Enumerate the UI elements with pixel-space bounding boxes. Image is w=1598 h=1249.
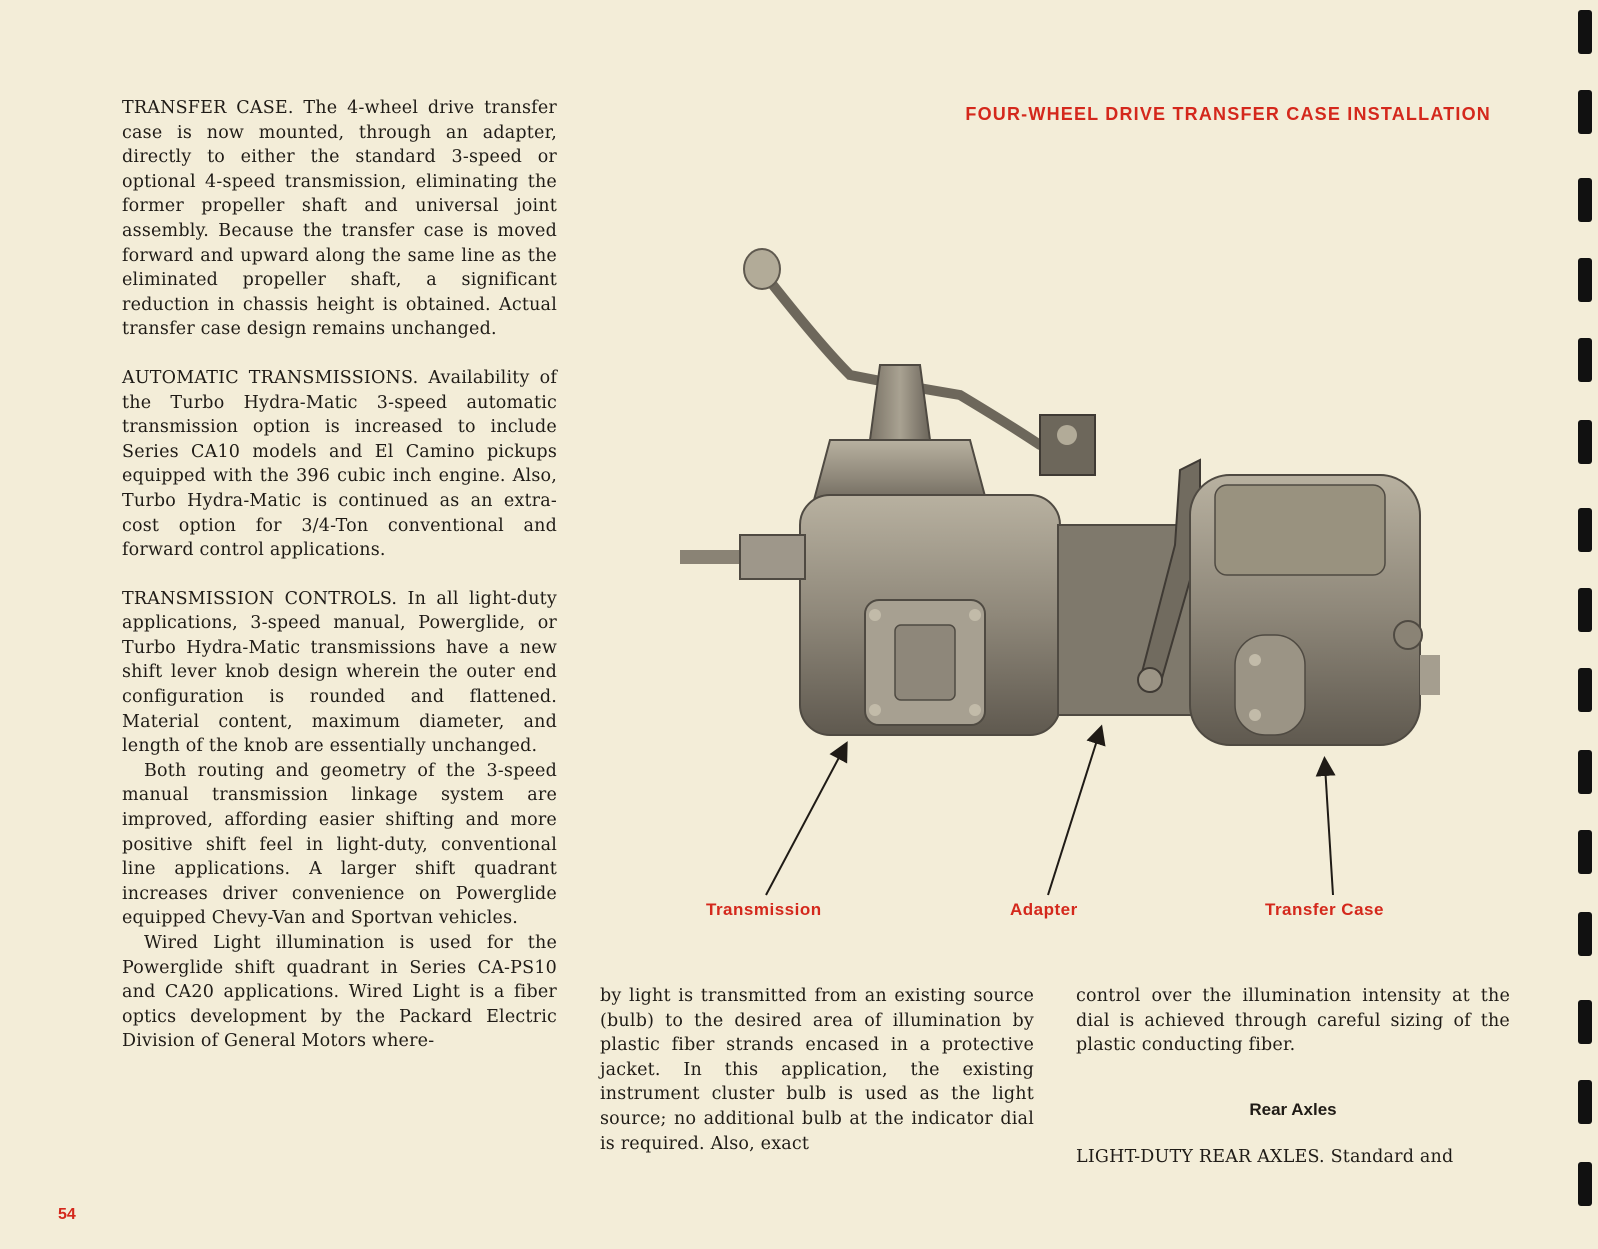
middle-text-column xyxy=(600,984,1034,1156)
paragraph-automatic-transmissions: AUTOMATIC TRANSMISSIONS. Availability of the Turbo Hydra-Matic 3-speed automatic transmission option is increased to include Series CA10 models and El Camino pickups equipped with the 396 cubic inch engine. Also, Turbo Hydra-Matic is continued as an extra-cost option for 3/4-Ton conventional and forward control applications. xyxy=(122,367,557,561)
paragraph-transmission-controls: TRANSMISSION CONTROLS. In all light-duty applications, 3-speed manual, Powerglide, or Turbo Hydra-Matic transmissions have a new shift lever knob design wherein the outer end configuration is rounded and flattened. Material content, maximum diameter, and length of the knob are essentially unchanged. xyxy=(122,588,557,757)
paragraph-linkage: Both routing and geometry of the 3-speed manual transmission linkage system are improved, affording easier shifting and more positive shift feel in light-duty, conventional line applications. A larger shift quadrant increases driver convenience on Powerglide equipped Chevy-Van and Sportvan vehicles. xyxy=(122,760,557,929)
paragraph-illumination-control: control over the illumination intensity at the dial is achieved through careful sizing of the plastic conducting fiber. xyxy=(1076,986,1510,1056)
label-transfer-case: Transfer Case xyxy=(1265,900,1384,919)
paragraph-rear-axles xyxy=(1076,1145,1510,1170)
paragraph-wired-light-continued: by light is transmitted from an existing source (bulb) to the desired area of illumination by plastic fiber strands encased in a protective jacket. In this application, the existing instrument cluster bulb is used as the light source; no additional bulb at the indicator dial is required. Also, exact xyxy=(600,986,1034,1154)
subheading-rear-axles: Rear Axles xyxy=(1249,1100,1337,1119)
paragraph-wired-light: Wired Light illumination is used for the Powerglide shift quadrant in Series CA-PS10 and CA20 applications. Wired Light is a fiber optics development by the Packard Electric Division of General Motors where- xyxy=(122,933,557,1052)
label-transmission: Transmission xyxy=(706,900,822,919)
paragraph-light-duty-rear-axles: LIGHT-DUTY REAR AXLES. Standard and xyxy=(1076,1147,1454,1167)
paragraph-transfer-case: TRANSFER CASE. The 4-wheel drive transfer case is now mounted, through an adapter, directly to either the standard 3-speed or optional 4-speed transmission, eliminating the former propeller shaft and universal joint assembly. Because the transfer case is moved forward and upward along the same line as the eliminated propeller shaft, a significant reduction in chassis height is obtained. Actual transfer case design remains unchanged. xyxy=(122,98,557,340)
figure-title: FOUR-WHEEL DRIVE TRANSFER CASE INSTALLATION xyxy=(965,104,1491,124)
right-text-column xyxy=(1076,984,1510,1058)
label-adapter: Adapter xyxy=(1010,900,1078,919)
page-number: 54 xyxy=(58,1206,76,1223)
